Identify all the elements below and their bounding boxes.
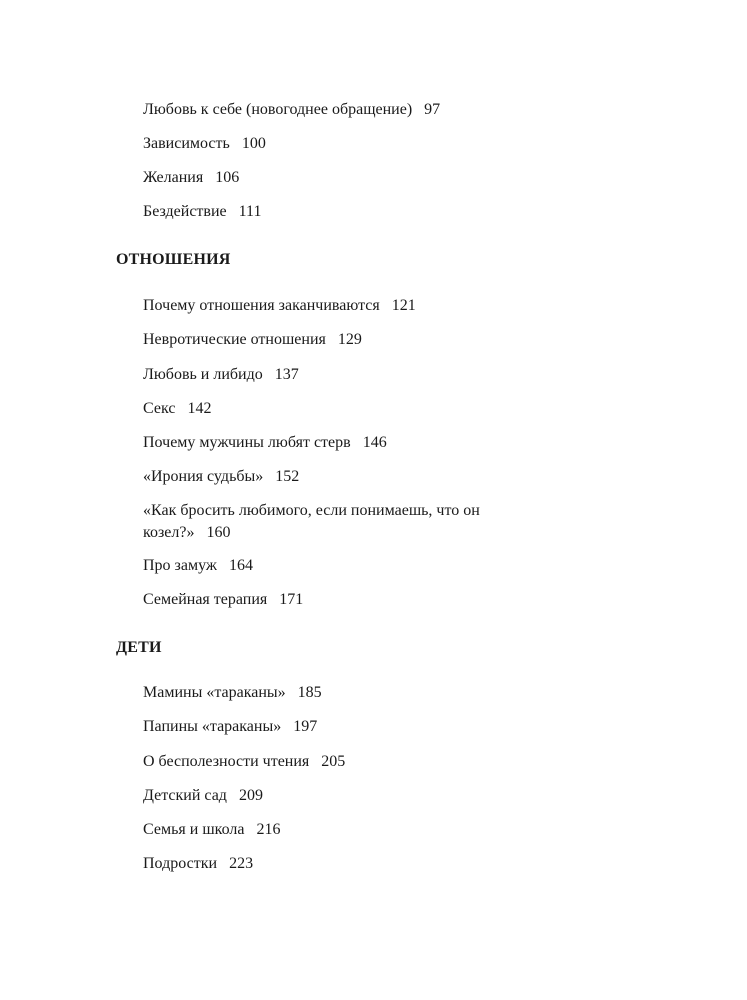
- toc-entry-title: Желания: [143, 169, 204, 186]
- toc-entry-title: Семейная терапия: [143, 591, 268, 608]
- toc-entry-page: 185: [297, 684, 322, 701]
- toc-entry-page: 142: [187, 400, 212, 417]
- toc-entry[interactable]: [143, 167, 503, 189]
- toc-entry-page: 106: [215, 169, 240, 186]
- toc-entry-page: 97: [424, 101, 441, 118]
- toc-entry[interactable]: [143, 432, 503, 454]
- toc-entry-page: 160: [206, 524, 231, 541]
- toc-entry[interactable]: [143, 819, 503, 841]
- toc-entry-page: 205: [321, 753, 346, 770]
- toc-entry-title: Папины «тараканы»: [143, 718, 282, 735]
- toc-entry-page: 152: [275, 468, 300, 485]
- toc-entry[interactable]: [143, 466, 503, 488]
- toc-entry-title: Подростки: [143, 855, 218, 872]
- toc-entry-title: Любовь к себе (новогоднее обращение): [143, 101, 413, 118]
- toc-entry-title: «Как бросить любимого, если понимаешь, что он козел?»: [143, 502, 480, 541]
- toc-entry[interactable]: [143, 716, 503, 738]
- toc-entry[interactable]: [143, 682, 503, 704]
- toc-entry-page: 129: [337, 331, 362, 348]
- toc-entry-title: Мамины «тараканы»: [143, 684, 286, 701]
- toc-entry-title: Почему мужчины любят стерв: [143, 434, 351, 451]
- toc-entry[interactable]: [143, 398, 503, 420]
- toc-entry-page: 209: [238, 787, 263, 804]
- toc-entry-page: 111: [238, 203, 262, 220]
- toc-entry-title: «Ирония судьбы»: [143, 468, 264, 485]
- toc-entry-page: 146: [362, 434, 387, 451]
- toc-entry[interactable]: [143, 364, 503, 386]
- toc-entry-title: Невротические отношения: [143, 331, 326, 348]
- toc-entry-title: Про замуж: [143, 557, 217, 574]
- toc-entry-page: 100: [241, 135, 266, 152]
- toc-entry[interactable]: [143, 133, 503, 155]
- toc-entry-page: 223: [229, 855, 254, 872]
- toc-entry-page: 197: [293, 718, 318, 735]
- toc-entry[interactable]: [143, 555, 503, 577]
- toc-entry-title: Секс: [143, 400, 176, 417]
- toc-entry-title: Зависимость: [143, 135, 230, 152]
- toc-entry[interactable]: [143, 589, 503, 611]
- toc-entry-page: 164: [228, 557, 253, 574]
- toc-entry[interactable]: [143, 295, 503, 317]
- toc-entry-page: 216: [256, 821, 281, 838]
- toc-entry-page: 171: [279, 591, 304, 608]
- section-heading: ДЕТИ: [116, 639, 162, 656]
- toc-entry[interactable]: [143, 785, 503, 807]
- toc-entry[interactable]: [143, 500, 493, 544]
- toc-entry-page: 137: [274, 366, 299, 383]
- toc-entry-title: Любовь и либидо: [143, 366, 263, 383]
- toc-entry-page: 121: [391, 297, 416, 314]
- toc-entry-title: Детский сад: [143, 787, 227, 804]
- toc-entry-title: О бесполезности чтения: [143, 753, 310, 770]
- toc-entry[interactable]: [143, 99, 503, 121]
- toc-entry-title: Бездействие: [143, 203, 227, 220]
- toc-entry[interactable]: [143, 201, 503, 223]
- toc-entry[interactable]: [143, 853, 503, 875]
- toc-entry-title: Семья и школа: [143, 821, 245, 838]
- toc-entry[interactable]: [143, 751, 503, 773]
- section-heading: ОТНОШЕНИЯ: [116, 251, 231, 268]
- toc-entry-title: Почему отношения заканчиваются: [143, 297, 380, 314]
- toc-entry[interactable]: [143, 329, 503, 351]
